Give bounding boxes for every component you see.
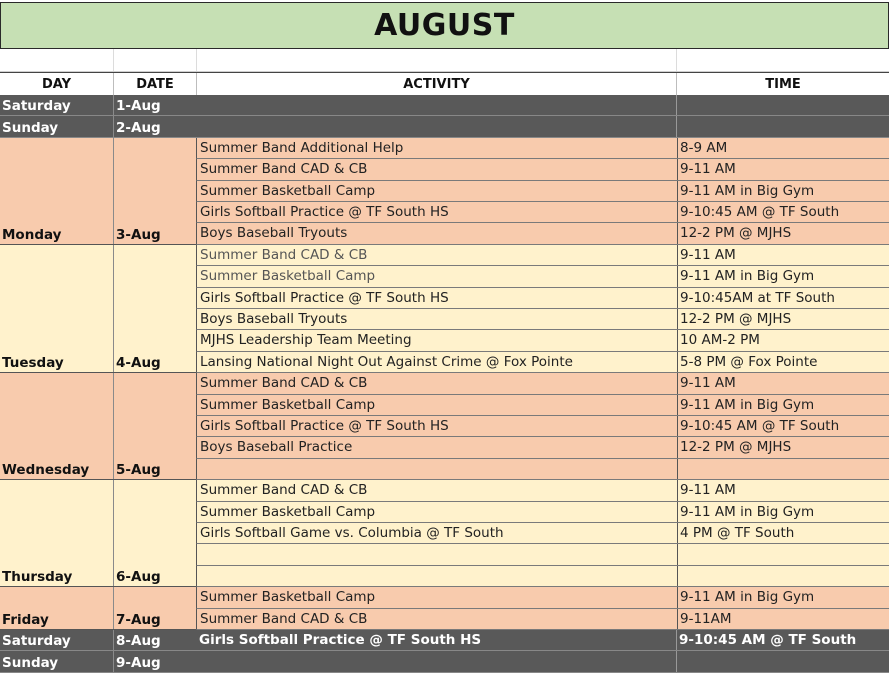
activity-row xyxy=(196,630,889,651)
time-cell: 9-10:45AM at TF South xyxy=(680,289,835,306)
activity-cell: Girls Softball Game vs. Columbia @ TF South xyxy=(200,525,504,541)
day-name: Friday xyxy=(2,611,49,628)
month-title-bar xyxy=(0,2,889,49)
activity-row xyxy=(196,395,889,416)
day-name: Sunday xyxy=(2,119,59,136)
day-name: Sunday xyxy=(2,654,59,671)
time-cell: 9-11AM xyxy=(680,610,732,627)
day-block xyxy=(0,95,196,116)
activity-row xyxy=(196,587,889,608)
column-divider xyxy=(113,587,114,629)
activity-cell: Boys Baseball Tryouts xyxy=(200,225,348,242)
activity-cell: Summer Band CAD & CB xyxy=(200,375,368,392)
column-divider xyxy=(113,138,114,244)
day-name: Saturday xyxy=(2,98,71,115)
column-divider xyxy=(676,116,677,136)
day-name: Thursday xyxy=(2,569,73,586)
day-name: Saturday xyxy=(2,633,71,650)
column-divider xyxy=(676,95,677,115)
activity-cell: Summer Basketball Camp xyxy=(200,396,376,413)
column-divider xyxy=(677,373,678,393)
time-cell: 9-10:45 AM @ TF South xyxy=(679,632,857,648)
header-activity: ACTIVITY xyxy=(197,73,677,95)
date-value: 1-Aug xyxy=(116,98,161,115)
activity-cell: Girls Softball Practice @ TF South HS xyxy=(200,289,449,306)
column-divider xyxy=(677,245,678,265)
date-value: 5-Aug xyxy=(116,462,161,479)
date-value: 7-Aug xyxy=(116,611,161,628)
day-block xyxy=(0,630,196,651)
column-divider xyxy=(113,651,114,671)
activity-cell: Summer Basketball Camp xyxy=(200,182,376,199)
activity-row xyxy=(196,523,889,544)
column-divider xyxy=(677,309,678,329)
column-divider xyxy=(677,502,678,522)
activity-cell: Summer Basketball Camp xyxy=(200,589,376,606)
date-value: 2-Aug xyxy=(116,119,161,136)
date-value: 6-Aug xyxy=(116,569,161,586)
activity-row xyxy=(196,202,889,223)
time-cell: 9-11 AM in Big Gym xyxy=(680,589,815,606)
date-value: 4-Aug xyxy=(116,355,161,372)
time-cell: 9-11 AM in Big Gym xyxy=(680,503,815,520)
day-block xyxy=(0,138,196,245)
column-divider xyxy=(113,373,114,479)
activity-row xyxy=(196,459,889,480)
activity-cell: Summer Basketball Camp xyxy=(200,503,376,520)
activity-cell: Girls Softball Practice @ TF South HS xyxy=(199,632,482,648)
activity-cell: Boys Baseball Tryouts xyxy=(200,311,348,327)
header-date: DATE xyxy=(114,73,197,95)
time-cell: 10 AM-2 PM xyxy=(680,332,760,349)
day-block xyxy=(0,480,196,587)
activity-cell: Boys Baseball Practice xyxy=(200,439,353,456)
day-name: Wednesday xyxy=(2,462,90,479)
time-cell: 9-11 AM xyxy=(680,161,736,178)
time-cell: 9-10:45 AM @ TF South xyxy=(680,418,840,434)
column-divider xyxy=(677,395,678,415)
column-divider xyxy=(677,223,678,243)
column-divider xyxy=(196,49,197,71)
time-cell: 4 PM @ TF South xyxy=(680,525,795,541)
column-divider xyxy=(677,609,678,629)
column-divider xyxy=(676,49,677,71)
activity-row xyxy=(196,480,889,501)
month-title: AUGUST xyxy=(374,8,515,43)
time-cell: 8-9 AM xyxy=(680,139,728,156)
activity-row xyxy=(196,437,889,458)
activity-row xyxy=(196,181,889,202)
column-divider xyxy=(677,587,678,607)
header-time: TIME xyxy=(765,76,801,92)
column-divider xyxy=(677,288,678,308)
time-cell: 9-11 AM xyxy=(680,482,736,499)
day-block xyxy=(0,245,196,373)
activity-row xyxy=(196,502,889,523)
time-cell: 9-11 AM in Big Gym xyxy=(680,268,815,285)
table-header xyxy=(0,72,889,95)
column-divider xyxy=(113,116,114,136)
column-divider xyxy=(113,480,114,586)
column-divider xyxy=(677,159,678,179)
activity-row xyxy=(196,159,889,180)
activity-row xyxy=(196,116,889,137)
column-divider xyxy=(677,523,678,543)
time-cell: 9-11 AM xyxy=(680,375,736,392)
column-divider xyxy=(676,651,677,671)
day-block xyxy=(0,587,196,630)
day-name: Monday xyxy=(2,226,62,243)
activity-row xyxy=(196,609,889,630)
activity-cell: Summer Band CAD & CB xyxy=(200,161,368,178)
column-divider xyxy=(677,138,678,158)
column-divider xyxy=(113,245,114,372)
activity-row xyxy=(196,288,889,309)
activity-row xyxy=(196,330,889,351)
activity-row xyxy=(196,373,889,394)
activity-row xyxy=(196,352,889,373)
activity-cell: Summer Band Additional Help xyxy=(200,139,404,156)
column-divider xyxy=(677,437,678,457)
date-value: 8-Aug xyxy=(116,633,161,650)
activity-cell: Summer Band CAD & CB xyxy=(200,610,368,627)
activity-cell: Summer Band CAD & CB xyxy=(200,482,368,499)
activity-row xyxy=(196,309,889,330)
column-divider xyxy=(677,266,678,286)
time-cell: 12-2 PM @ MJHS xyxy=(680,439,792,456)
column-divider xyxy=(677,202,678,222)
time-cell: 9-11 AM xyxy=(680,246,736,263)
activity-row xyxy=(196,138,889,159)
activity-cell: MJHS Leadership Team Meeting xyxy=(200,332,412,349)
column-divider xyxy=(677,330,678,350)
activity-cell: Summer Band CAD & CB xyxy=(200,246,368,263)
time-cell: 9-11 AM in Big Gym xyxy=(680,396,815,413)
day-block xyxy=(0,373,196,480)
activity-row xyxy=(196,266,889,287)
header-day: DAY xyxy=(0,73,114,95)
time-cell: 12-2 PM @ MJHS xyxy=(680,225,792,242)
column-divider xyxy=(677,459,678,479)
activity-row xyxy=(196,95,889,116)
time-cell: 9-11 AM in Big Gym xyxy=(680,182,815,199)
activity-row xyxy=(196,223,889,244)
column-divider xyxy=(113,95,114,115)
day-block xyxy=(0,116,196,137)
column-divider xyxy=(113,630,114,650)
time-cell: 5-8 PM @ Fox Pointe xyxy=(680,353,818,370)
date-value: 3-Aug xyxy=(116,226,161,243)
column-divider xyxy=(113,49,114,71)
activity-row xyxy=(196,416,889,437)
time-cell: 12-2 PM @ MJHS xyxy=(680,311,792,327)
activity-row xyxy=(196,651,889,672)
column-divider xyxy=(677,181,678,201)
date-value: 9-Aug xyxy=(116,654,161,671)
column-divider xyxy=(676,630,677,650)
column-divider xyxy=(677,480,678,500)
day-name: Tuesday xyxy=(2,355,64,372)
activity-cell: Girls Softball Practice @ TF South HS xyxy=(200,418,449,434)
column-divider xyxy=(677,566,678,586)
column-divider xyxy=(677,352,678,372)
activity-row xyxy=(196,245,889,266)
time-cell: 9-10:45 AM @ TF South xyxy=(680,204,840,220)
activity-row xyxy=(196,566,889,587)
activity-cell: Girls Softball Practice @ TF South HS xyxy=(200,204,449,220)
activity-cell: Summer Basketball Camp xyxy=(200,268,376,285)
column-divider xyxy=(677,544,678,564)
activity-row xyxy=(196,544,889,565)
activity-cell: Lansing National Night Out Against Crime @ Fox Pointe xyxy=(200,353,573,370)
column-divider xyxy=(677,416,678,436)
day-block xyxy=(0,651,196,672)
spacer-row xyxy=(0,49,889,72)
